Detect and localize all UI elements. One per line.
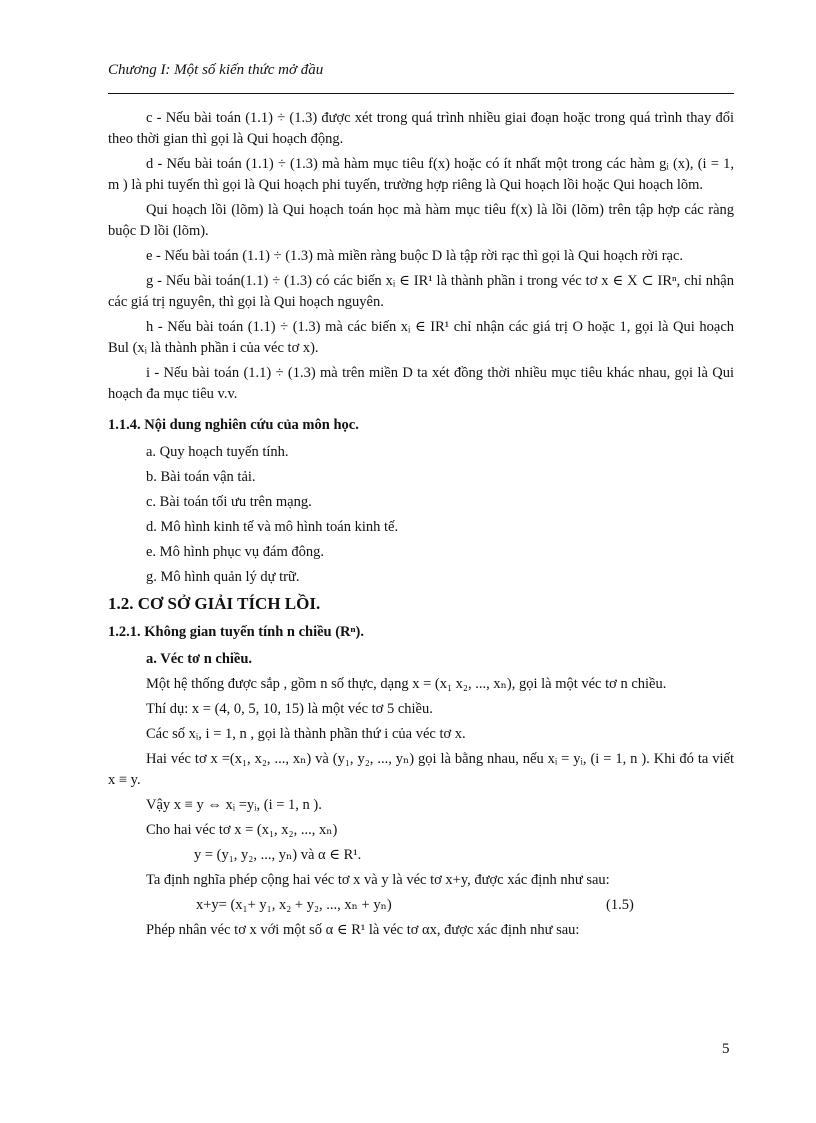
section-heading-1-1-4: 1.1.4. Nội dung nghiên cứu của môn học. [108, 417, 359, 433]
paragraph-d: d - Nếu bài toán (1.1) ÷ (1.3) mà hàm mục tiêu f(x) hoặc có ít nhất một trong các hàm gᵢ (x), (i = 1, m ) là phi tuyến thì gọi là Qui hoạch phi tuyến, trường hợp riêng là Qui hoạch lồi hoặc Qui hoạch lõm. [108, 156, 734, 193]
paragraph-example: Thí dụ: x = (4, 0, 5, 10, 15) là một véc tơ 5 chiều. [146, 701, 433, 717]
paragraph-equivalence: Vậy x ≡ y ⇔ xᵢ =yᵢ, (i = 1, n ). [146, 797, 322, 813]
section-heading-1-2-1: 1.2.1. Không gian tuyến tính n chiều (Rⁿ). [108, 624, 365, 640]
paragraph-scalar-multiplication: Phép nhân véc tơ x với một số α ∈ R¹ là véc tơ αx, được xác định như sau: [146, 922, 580, 938]
page-number: 5 [722, 1041, 730, 1057]
list-item: d. Mô hình kinh tế và mô hình toán kinh tế. [146, 519, 399, 535]
paragraph-e: e - Nếu bài toán (1.1) ÷ (1.3) mà miền ràng buộc D là tập rời rạc thì gọi là Qui hoạch rời rạc. [146, 248, 684, 264]
page-body [108, 108, 734, 945]
formula-y-vector: y = (y₁, y₂, ..., yₙ) và α ∈ R¹. [194, 847, 362, 863]
paragraph-c: c - Nếu bài toán (1.1) ÷ (1.3) được xét trong quá trình nhiều giai đoạn hoặc trong quá trình thay đổi theo thời gian thì gọi là Qui hoạch động. [108, 110, 734, 147]
list-item: e. Mô hình phục vụ đám đông. [146, 544, 325, 560]
paragraph-g: g - Nếu bài toán(1.1) ÷ (1.3) có các biến xᵢ ∈ IR¹ là thành phần i trong véc tơ x ∈ X ⊂ IRⁿ, chỉ nhận các giá trị nguyên, thì gọi là Qui hoạch nguyên. [108, 273, 734, 310]
equation-number: (1.5) [606, 897, 634, 913]
subsection-heading-vector: a. Véc tơ n chiều. [146, 651, 253, 667]
formula-addition-expression: x+y= (x₁+ y₁, x₂ + y₂, ..., xₙ + yₙ) [196, 897, 392, 913]
paragraph-equality: Hai véc tơ x =(x₁, x₂, ..., xₙ) và (y₁, y₂, ..., yₙ) gọi là bằng nhau, nếu xᵢ = yᵢ, (i = 1, n ). Khi đó ta viết x ≡ y. [108, 751, 734, 788]
header-divider [108, 93, 734, 94]
paragraph-i: i - Nếu bài toán (1.1) ÷ (1.3) mà trên miền D ta xét đồng thời nhiều mục tiêu khác nhau, gọi là Qui hoạch đa mục tiêu v.v. [108, 365, 734, 402]
section-heading-1-2: 1.2. CƠ SỞ GIẢI TÍCH LỒI. [108, 594, 321, 613]
paragraph-addition-def: Ta định nghĩa phép cộng hai véc tơ x và y là véc tơ x+y, được xác định như sau: [146, 872, 610, 888]
paragraph-components: Các số xᵢ, i = 1, n , gọi là thành phần thứ i của véc tơ x. [146, 726, 466, 742]
running-header: Chương I: Một số kiến thức mở đầu [108, 62, 324, 78]
list-item: b. Bài toán vận tải. [146, 469, 256, 485]
paragraph-given-vectors: Cho hai véc tơ x = (x₁, x₂, ..., xₙ) [146, 822, 338, 838]
paragraph-convex: Qui hoạch lồi (lõm) là Qui hoạch toán học mà hàm mục tiêu f(x) là lồi (lõm) trên tập hợp các ràng buộc D lồi (lõm). [108, 202, 734, 239]
paragraph-h: h - Nếu bài toán (1.1) ÷ (1.3) mà các biến xᵢ ∈ IR¹ chỉ nhận các giá trị O hoặc 1, gọi là Qui hoạch Bul (xᵢ là thành phần i của véc tơ x). [108, 319, 734, 356]
list-item: a. Quy hoạch tuyến tính. [146, 444, 289, 460]
paragraph-vector-def: Một hệ thống được sắp , gồm n số thực, dạng x = (x₁ x₂, ..., xₙ), gọi là một véc tơ n chiều. [146, 676, 667, 692]
list-item: c. Bài toán tối ưu trên mạng. [146, 494, 312, 510]
list-item: g. Mô hình quản lý dự trữ. [146, 569, 300, 585]
formula-addition [196, 895, 734, 916]
